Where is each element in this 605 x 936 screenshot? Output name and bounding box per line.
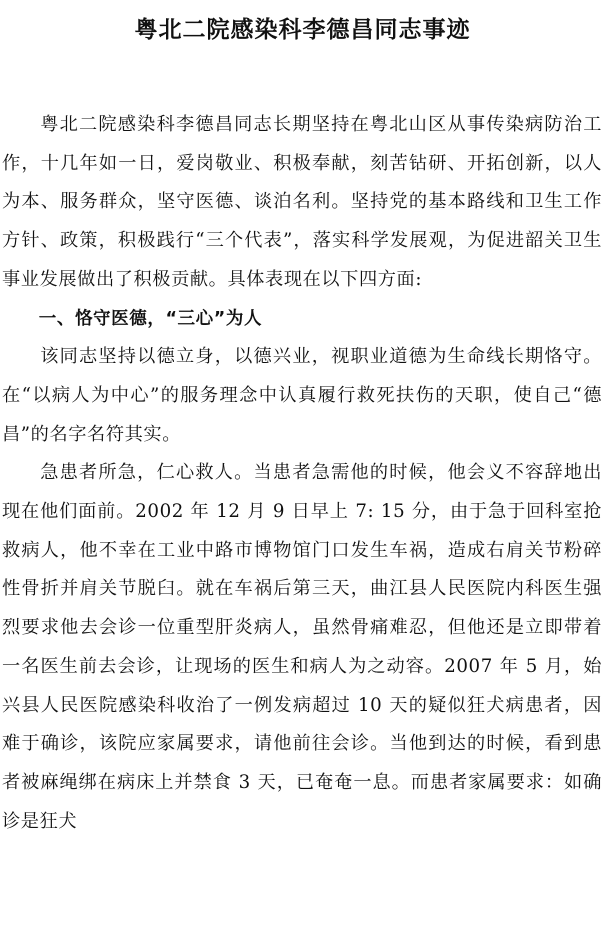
document-title: 粤北二院感染科李德昌同志事迹 — [134, 17, 471, 43]
section-paragraph: 该同志坚持以德立身，以德兴业，视职业道德为生命线长期恪守。在“以病人为中心”的服务理念中认真履行救死扶伤的天职，使自己“德昌”的名字名符其实。 — [2, 346, 602, 445]
intro-paragraph: 粤北二院感染科李德昌同志长期坚持在粤北山区从事传染病防治工作，十几年如一日，爱岗敬业、积极奉献，刻苦钻研、开拓创新，以人为本、服务群众，坚守医德、谈泊名利。坚持党的基本路线和卫生工作方针、政策，积极践行“三个代表”，落实科学发展观，为促进韶关卫生事业发展做出了积极贡献。具体表现在以下四方面: — [2, 114, 602, 290]
section-heading-1: 一、恪守医德，“三心”为人 — [38, 308, 263, 329]
section-paragraph: 急患者所急，仁心救人。当患者急需他的时候，他会义不容辞地出现在他们面前。2002 年 12 月 9 日早上 7: 15 分，由于急于回科室抢救病人，他不幸在工业中路市博物馆门口发生车祸，造成右肩关节粉碎性骨折并肩关节脱臼。就在车祸后第三天，曲江县人民医院内科医生强烈要求他去会诊一位重型肝炎病人，虽然骨痛难忍，但他还是立即带着一名医生前去会诊，让现场的医生和病人为之动容。2007 年 5 月，始兴县人民医院感染科收治了一例发病超过 10 天的疑似狂犬病患者，因难于确诊，该院应家属要求，请他前往会诊。当他到达的时候，看到患者被麻绳绑在病床上并禁食 3 天，已奄奄一息。而患者家属要求：如确诊是狂犬 — [2, 462, 602, 832]
document-body — [2, 106, 602, 841]
